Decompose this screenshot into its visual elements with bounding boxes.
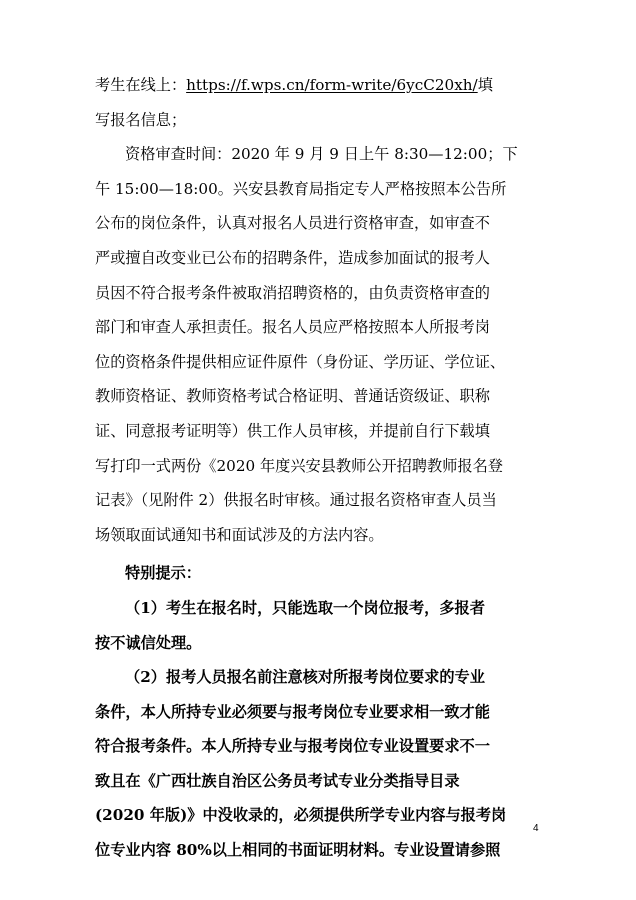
document-body — [95, 68, 545, 868]
review-line: 严或擅自改变业已公布的招聘条件，造成参加面试的报考人 — [95, 248, 490, 267]
review-line: 部门和审查人承担责任。报名人员应严格按照本人所报考岗 — [95, 318, 490, 337]
review-line: 公布的岗位条件，认真对报名人员进行资格审查，如审查不 — [95, 214, 490, 233]
registration-prefix: 考生在线上： — [95, 76, 187, 94]
notice-item-1-line: （1）考生在报名时，只能选取一个岗位报考，多报者 — [125, 598, 485, 617]
notice-item-2-line: 位专业内容 80%以上相同的书面证明材料。专业设置请参照 — [95, 841, 501, 860]
review-line: 资格审查时间：2020 年 9 月 9 日上午 8:30—12:00；下 — [125, 145, 518, 164]
registration-line-2: 写报名信息； — [95, 110, 187, 129]
notice-item-1-line: 按不诚信处理。 — [95, 633, 202, 652]
review-line: 记表》（见附件 2）供报名时审核。通过报名资格审查人员当 — [95, 491, 497, 510]
registration-form-link[interactable]: https://f.wps.cn/form-write/6ycC20xh/ — [186, 76, 478, 94]
review-paragraph — [95, 137, 545, 552]
review-line: 场领取面试通知书和面试涉及的方法内容。 — [95, 525, 384, 544]
page-number: 4 — [533, 823, 539, 834]
review-line: 员因不符合报考条件被取消招聘资格的，由负责资格审查的 — [95, 283, 490, 302]
notice-item-1 — [95, 591, 545, 660]
registration-line-1 — [95, 68, 545, 103]
review-line: 位的资格条件提供相应证件原件（身份证、学历证、学位证、 — [95, 352, 506, 371]
notice-item-2-line: (2020 年版)》中没收录的，必须提供所学专业内容与报考岗 — [95, 806, 507, 825]
review-line: 证、同意报考证明等）供工作人员审核，并提前自行下载填 — [95, 421, 490, 440]
registration-suffix: 填 — [477, 76, 493, 94]
notice-item-2 — [95, 660, 545, 868]
notice-item-2-line: 符合报考条件。本人所持专业与报考岗位专业设置要求不一 — [95, 737, 490, 756]
review-line: 写打印一式两份《2020 年度兴安县教师公开招聘教师报名登 — [95, 456, 503, 475]
notice-item-2-line: 条件，本人所持专业必须要与报考岗位专业要求相一致才能 — [95, 702, 490, 721]
notice-heading: 特别提示： — [125, 564, 201, 583]
notice-item-2-line: （2）报考人员报名前注意核对所报考岗位要求的专业 — [125, 668, 485, 687]
review-line: 教师资格证、教师资格考试合格证明、普通话资级证、职称 — [95, 387, 490, 406]
review-line: 午 15:00—18:00。兴安县教育局指定专人严格按照本公告所 — [95, 179, 507, 198]
notice-item-2-line: 致且在《广西壮族自治区公务员考试专业分类指导目录 — [95, 771, 460, 790]
